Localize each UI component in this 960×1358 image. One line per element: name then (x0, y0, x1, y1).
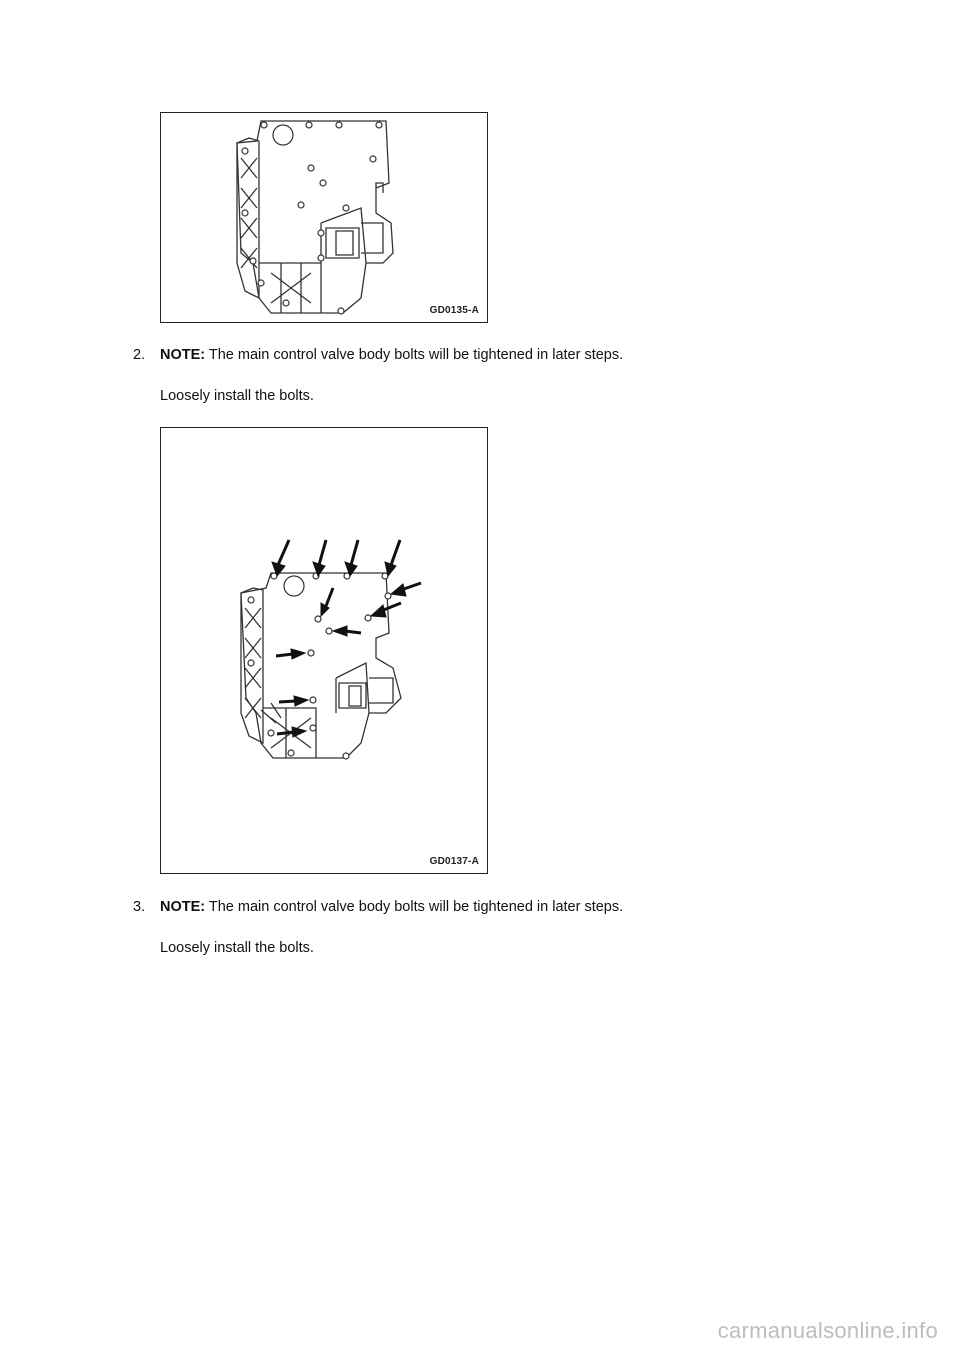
step-number: 2. (133, 347, 146, 363)
step-3 (133, 898, 623, 916)
note-text: The main control valve body bolts will be tightened in later steps. (205, 347, 624, 363)
figure-code: GD0135-A (429, 305, 479, 316)
valve-body-drawing (161, 113, 487, 322)
note-label: NOTE: (160, 899, 206, 915)
figure-bolt-locations-gd0137 (160, 427, 488, 874)
bolt-location-drawing (161, 428, 487, 873)
watermark: carmanualsonline.info (717, 1318, 938, 1343)
step-number: 3. (133, 899, 146, 915)
note-label: NOTE: (160, 347, 206, 363)
step-3-instruction: Loosely install the bolts. (160, 940, 314, 956)
step-2 (133, 346, 623, 364)
figure-valve-body-gd0135 (160, 112, 488, 323)
figure-code: GD0137-A (429, 856, 479, 867)
note-text: The main control valve body bolts will be tightened in later steps. (205, 899, 624, 915)
step-2-instruction: Loosely install the bolts. (160, 388, 314, 404)
